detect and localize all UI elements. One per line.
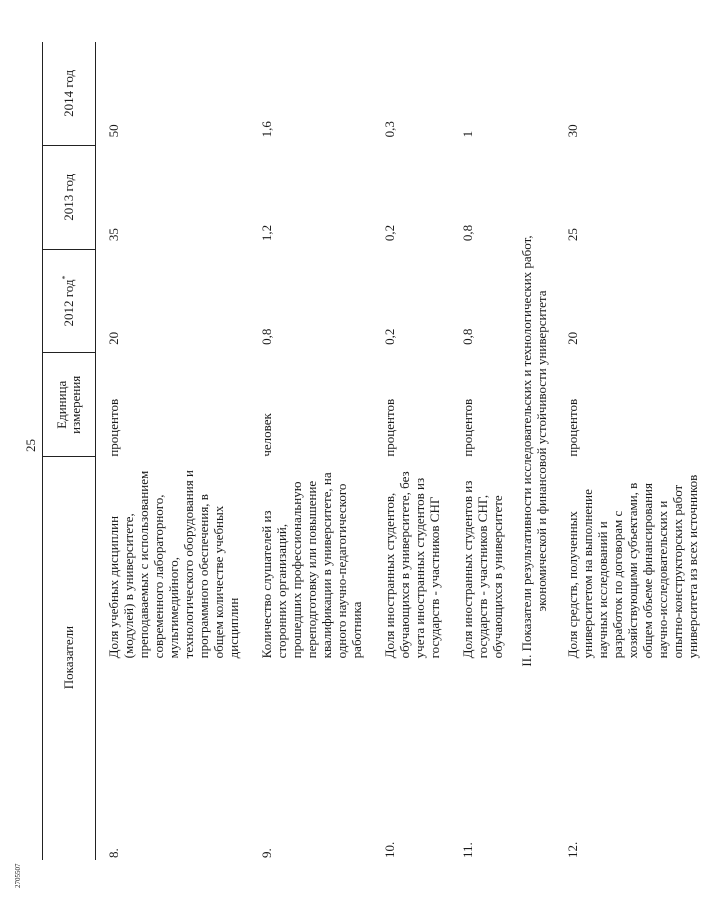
row-number: 10.: [382, 841, 397, 858]
row-indicator: Доля средств, полученных университетом на выполнение научных исследований и разработок по договорам с хозяйствующими субъектами, в общем объеме финансирования научно-исследовательских и опытно-конструкторских работ университета из всех источников: [565, 474, 700, 659]
row-value-2012: 20: [106, 331, 121, 345]
row-unit: процентов: [106, 398, 121, 457]
row-number: 12.: [565, 841, 580, 858]
document-code: 2705507: [14, 863, 22, 888]
row-indicator: Количество слушателей из сторонних организаций, прошедших профессиональную переподготовку или повышение квалификации в университете, на одного научно-педагогического работника: [259, 472, 364, 659]
header-2012: 2012 год*: [43, 249, 96, 353]
row-indicator: Доля учебных дисциплин (модулей) в университете, преподаваемых с использованием современного лабораторного, мультимедийного, технологического оборудования и программного обеспечения, в общем количестве учебных дисциплин: [106, 470, 241, 659]
table-row: [372, 42, 450, 860]
header-indicators: Показатели: [43, 457, 96, 860]
section-heading-row: [513, 42, 555, 860]
row-value-2013: 0,8: [460, 224, 475, 242]
row-value-2012: 0,8: [259, 328, 274, 345]
rotated-page: [10, 20, 700, 890]
table-row: [249, 42, 372, 860]
row-value-2014: 0,3: [382, 121, 397, 138]
section-heading-line-2: экономической и финансовой устойчивости университета: [534, 290, 549, 612]
header-2013: 2013 год: [43, 145, 96, 249]
page-number: 25: [23, 439, 38, 452]
row-indicator: Доля иностранных студентов из государств - участников СНГ, обучающихся в университете: [460, 480, 505, 659]
row-value-2014: 30: [565, 124, 580, 138]
row-unit: человек: [259, 413, 274, 457]
table-row: [555, 42, 708, 860]
row-unit: процентов: [565, 398, 580, 457]
table-row: [96, 42, 250, 860]
row-value-2014: 1: [460, 130, 475, 138]
header-unit: Единица измерения: [43, 353, 96, 457]
row-number: 8.: [106, 848, 121, 858]
row-number: 9.: [259, 848, 274, 858]
row-value-2014: 1,6: [259, 121, 274, 138]
row-number: 11.: [460, 842, 475, 858]
row-value-2013: 0,2: [382, 224, 397, 242]
row-value-2013: 35: [106, 228, 121, 242]
row-value-2012: 20: [565, 331, 580, 345]
indicators-table: [42, 42, 708, 860]
section-heading: [513, 42, 555, 860]
table-header-row: [43, 42, 96, 860]
row-value-2013: 25: [565, 228, 580, 242]
section-heading-line-1: II. Показатели результативности исследовательских и технологических работ,: [519, 235, 534, 667]
row-unit: процентов: [382, 398, 397, 457]
footnote-mark: *: [60, 275, 70, 280]
row-indicator: Доля иностранных студентов, обучающихся в университете, без учета иностранных студентов из государств - участников СНГ: [382, 471, 442, 659]
header-2014: 2014 год: [43, 42, 96, 145]
table-row: [450, 42, 513, 860]
row-value-2012: 0,8: [460, 328, 475, 345]
row-value-2012: 0,2: [382, 328, 397, 345]
row-unit: процентов: [460, 398, 475, 457]
row-value-2013: 1,2: [259, 224, 274, 242]
row-value-2014: 50: [106, 124, 121, 138]
